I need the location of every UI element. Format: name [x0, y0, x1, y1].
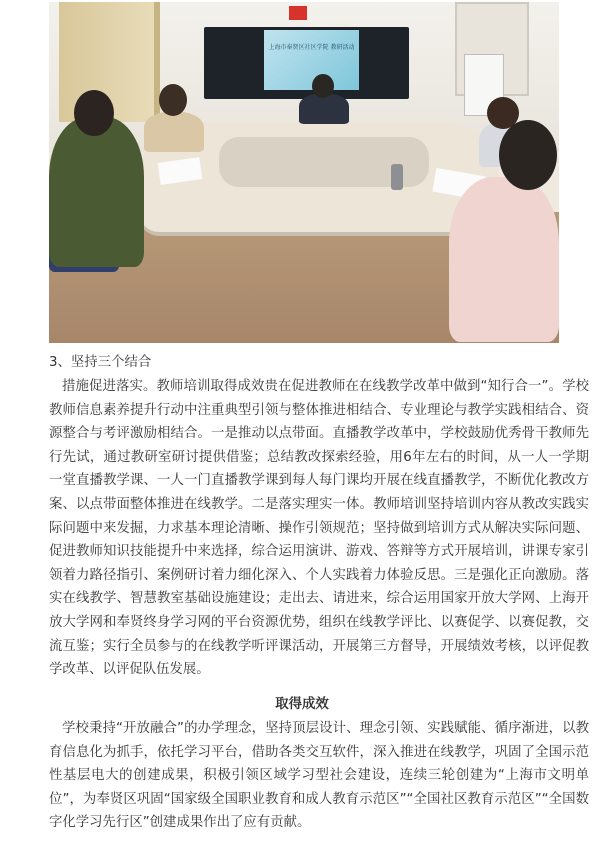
photo-person: [299, 94, 349, 124]
body-text-block: [49, 717, 589, 835]
photo-tv-screen: [264, 30, 359, 90]
photo-cup: [391, 164, 403, 190]
photo-person-head: [499, 120, 557, 190]
photo-person-head: [74, 90, 114, 136]
photo-person: [144, 112, 204, 152]
photo-person: [49, 117, 144, 267]
photo-person: [449, 177, 559, 342]
photo-person-head: [159, 84, 187, 116]
section-title: 取得成效: [275, 697, 329, 712]
paragraph: 措施促进落实。教师培训取得成效贵在促进教师在在线教学改革中做到“知行合一”。学校教师信息素养提升行动中注重典型引领与整体推进相结合、专业理论与教学实践相结合、资源整合与考评激励相结合。一是推动以点带面。直播教学改革中，学校鼓励优秀骨干教师先行先试，通过教研室研讨提供借鉴；总结教改探索经验，用6年左右的时间，从一人一学期一堂直播教学课、一人一门直播教学课到每人每门课均开展在线直播教学，不断优化教改方案、以点带面整体推进在线教学。二是落实理实一体。教师培训坚持培训内容从教改实践实际问题中来发掘，力求基本理论清晰、操作引领规范；坚持做到培训方式从解决实际问题、促进教师知识技能提升中来选择，综合运用演讲、游戏、答辩等方式开展培训，讲课专家引领着力路径指引、案例研讨着力细化深入、个人实践着力体验反思。三是强化正向激励。落实在线教学、智慧教室基础设施建设；走出去、请进来，综合运用国家开放大学网、上海开放大学网和奉贤终身学习网的平台资源优势，组织在线教学评比、以赛促学、以赛促教，交流互鉴；实行全员参与的在线教学听评课活动，开展第三方督导，开展绩效考核，以评促教学改革、以评促队伍发展。: [49, 379, 589, 678]
body-text-block: [49, 375, 589, 682]
meeting-photo: [49, 2, 559, 343]
photo-tv-caption: 上海市奉贤区社区学院 教研活动: [268, 44, 355, 51]
flag-icon: [289, 6, 307, 20]
photo-person-head: [312, 74, 334, 98]
paragraph: 学校秉持“开放融合”的办学理念，坚持顶层设计、理念引领、实践赋能、循序渐进，以教育信息化为抓手，依托学习平台，借助各类交互软件，深入推进在线教学，巩固了全国示范性基层电大的创建成果，积极引领区域学习型社会建设，连续三轮创建为“上海市文明单位”，为奉贤区巩固“国家级全国职业教育和成人教育示范区”“全国社区教育示范区”“全国数字化学习先行区”创建成果作出了应有贡献。: [49, 721, 589, 831]
section-heading: 3、坚持三个结合: [49, 355, 152, 370]
